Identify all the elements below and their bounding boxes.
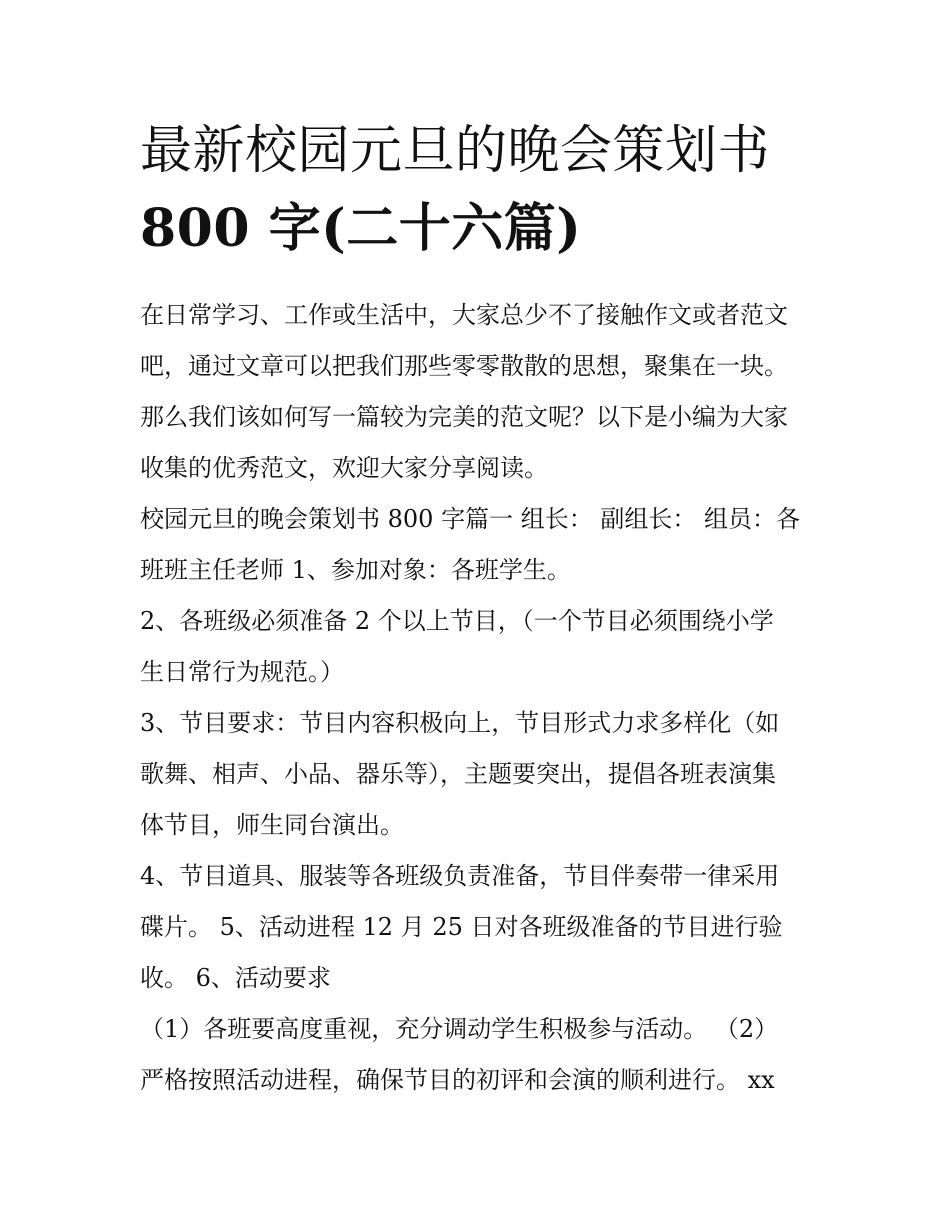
- body-line: 碟片。 5、活动进程 12 月 25 日对各班级准备的节目进行验: [140, 913, 783, 941]
- body-line: 收。 6、活动要求: [140, 964, 331, 992]
- title-line-1: 最新校园元旦的晚会策划书: [140, 121, 771, 181]
- body-line: 生日常行为规范。）: [140, 658, 344, 686]
- document-content: [140, 112, 820, 1106]
- body-line: 班班主任老师 1、参加对象：各班学生。: [140, 556, 571, 584]
- body-line: 吧，通过文章可以把我们那些零零散散的思想，聚集在一块。: [140, 352, 788, 380]
- body-line: 严格按照活动进程，确保节目的初评和会演的顺利进行。 xx: [140, 1066, 775, 1094]
- body-line: 那么我们该如何写一篇较为完美的范文呢？以下是小编为大家: [140, 403, 788, 431]
- body-line: 3、节目要求：节目内容积极向上，节目形式力求多样化（如: [140, 709, 780, 737]
- body-line: 收集的优秀范文，欢迎大家分享阅读。: [140, 454, 548, 482]
- body-line: 4、节目道具、服装等各班级负责准备，节目伴奏带一律采用: [140, 862, 780, 890]
- body-line: 歌舞、相声、小品、器乐等），主题要突出，提倡各班表演集: [140, 760, 776, 788]
- document-title: [140, 112, 820, 268]
- title-line-2: 800 字(二十六篇): [140, 198, 582, 259]
- body-line: 在日常学习、工作或生活中，大家总少不了接触作文或者范文: [140, 301, 788, 329]
- body-line: 校园元旦的晚会策划书 800 字篇一 组长： 副组长： 组员：各: [140, 505, 800, 533]
- document-body: [140, 290, 820, 1106]
- body-line: 2、各班级必须准备 2 个以上节目，（一个节目必须围绕小学: [140, 607, 774, 635]
- body-line: 体节目，师生同台演出。: [140, 811, 404, 839]
- body-line: （1）各班要高度重视，充分调动学生积极参与活动。 （2）: [140, 1015, 779, 1043]
